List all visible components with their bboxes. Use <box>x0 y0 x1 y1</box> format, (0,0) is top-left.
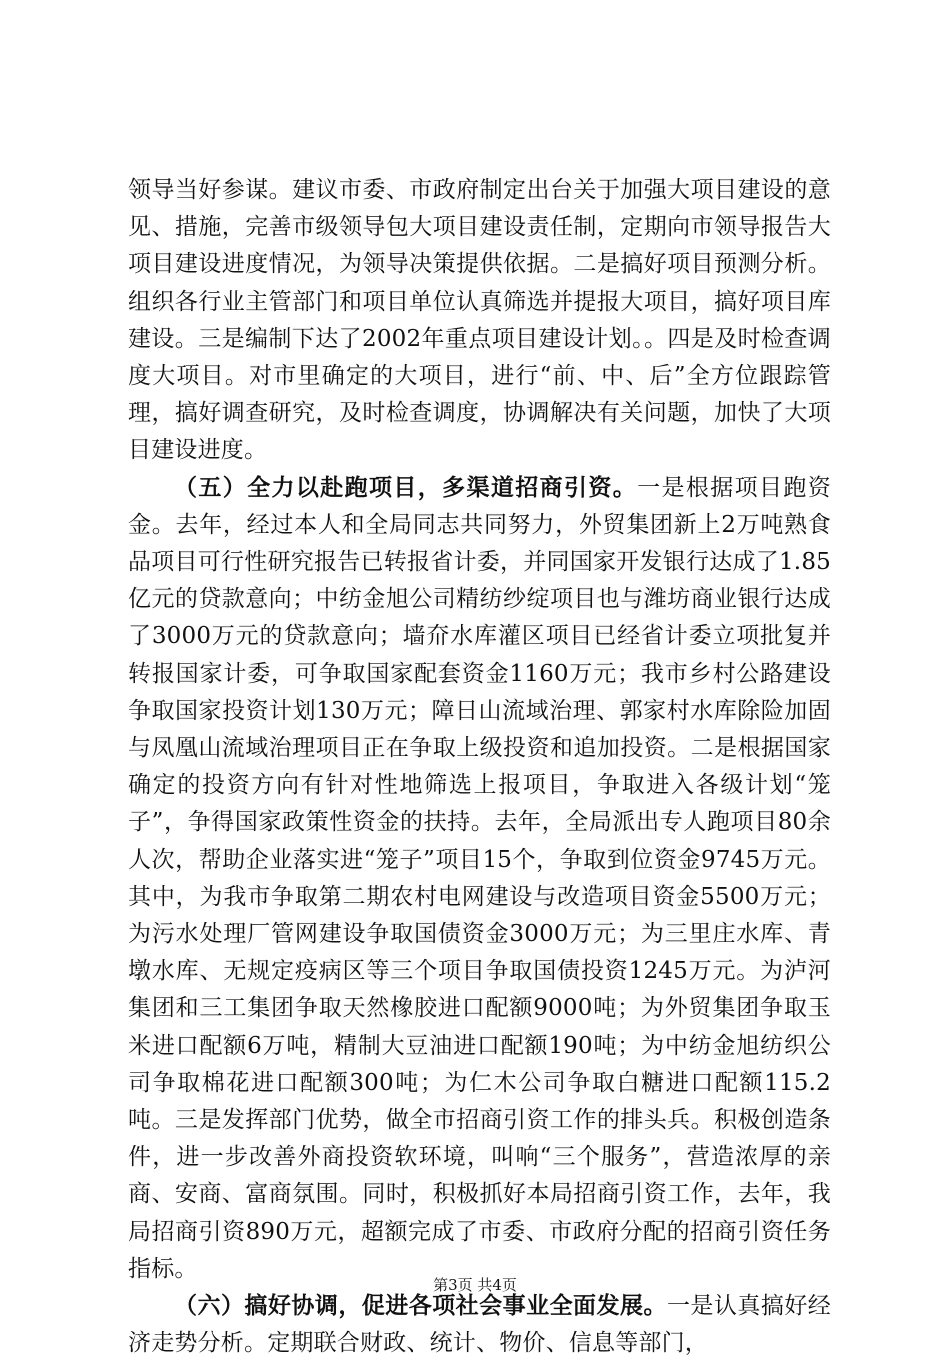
section-heading: （五）全力以赴跑项目，多渠道招商引资。 <box>174 474 638 501</box>
paragraph-section-five <box>128 470 831 1288</box>
paragraph-text: 领导当好参谋。建议市委、市政府制定出台关于加强大项目建设的意见、措施，完善市级领导包大项目建设责任制，定期向市领导报告大项目建设进度情况，为领导决策提供依据。二是搞好项目预测分析。组织各行业主管部门和项目单位认真筛选并提报大项目，搞好项目库建设。三是编制下达了2002年重点项目建设计划。。四是及时检查调度大项目。对市里确定的大项目，进行“前、中、后”全方位跟踪管理，搞好调查研究，及时检查调度，协调解决有关问题，加快了大项目建设进度。 <box>128 177 831 464</box>
paragraph-section-six <box>128 1288 831 1362</box>
paragraph-text: 一是认真搞好经济走势分析。定期联合财政、统计、物价、信息等部门， <box>128 1293 831 1357</box>
document-body <box>128 172 831 1363</box>
page-number-label: 第3页 共4页 <box>433 1276 517 1294</box>
section-heading: （六）搞好协调，促进各项社会事业全面发展。 <box>174 1293 667 1320</box>
page-footer <box>0 1274 950 1295</box>
paragraph-continued <box>128 172 831 470</box>
paragraph-text: 一是根据项目跑资金。去年，经过本人和全局同志共同努力，外贸集团新上2万吨熟食品项目可行性研究报告已转报省计委，并同国家开发银行达成了1.85亿元的贷款意向；中纺金旭公司精纺纱绽项目也与潍坊商业银行达成了3000万元的贷款意向；墙夼水库灌区项目已经省计委立项批复并转报国家计委，可争取国家配套资金1160万元；我市乡村公路建设争取国家投资计划130万元；障日山流域治理、郭家村水库除险加固与凤凰山流域治理项目正在争取上级投资和追加投资。二是根据国家确定的投资方向有针对性地筛选上报项目，争取进入各级计划“笼子”，争得国家政策性资金的扶持。去年，全局派出专人跑项目80余人次，帮助企业落实进“笼子”项目15个，争取到位资金9745万元。其中，为我市争取第二期农村电网建设与改造项目资金5500万元；为污水处理厂管网建设争取国债资金3000万元；为三里庄水库、青墩水库、无规定疫病区等三个项目争取国债投资1245万元。为泸河集团和三工集团争取天然橡胶进口配额9000吨；为外贸集团争取玉米进口配额6万吨，精制大豆油进口配额190吨；为中纺金旭纺织公司争取棉花进口配额300吨；为仁木公司争取白糖进口配额115.2吨。三是发挥部门优势，做全市招商引资工作的排头兵。积极创造条件，进一步改善外商投资软环境，叫响“三个服务”，营造浓厚的亲商、安商、富商氛围。同时，积极抓好本局招商引资工作，去年，我局招商引资890万元，超额完成了市委、市政府分配的招商引资任务指标。 <box>128 474 831 1282</box>
